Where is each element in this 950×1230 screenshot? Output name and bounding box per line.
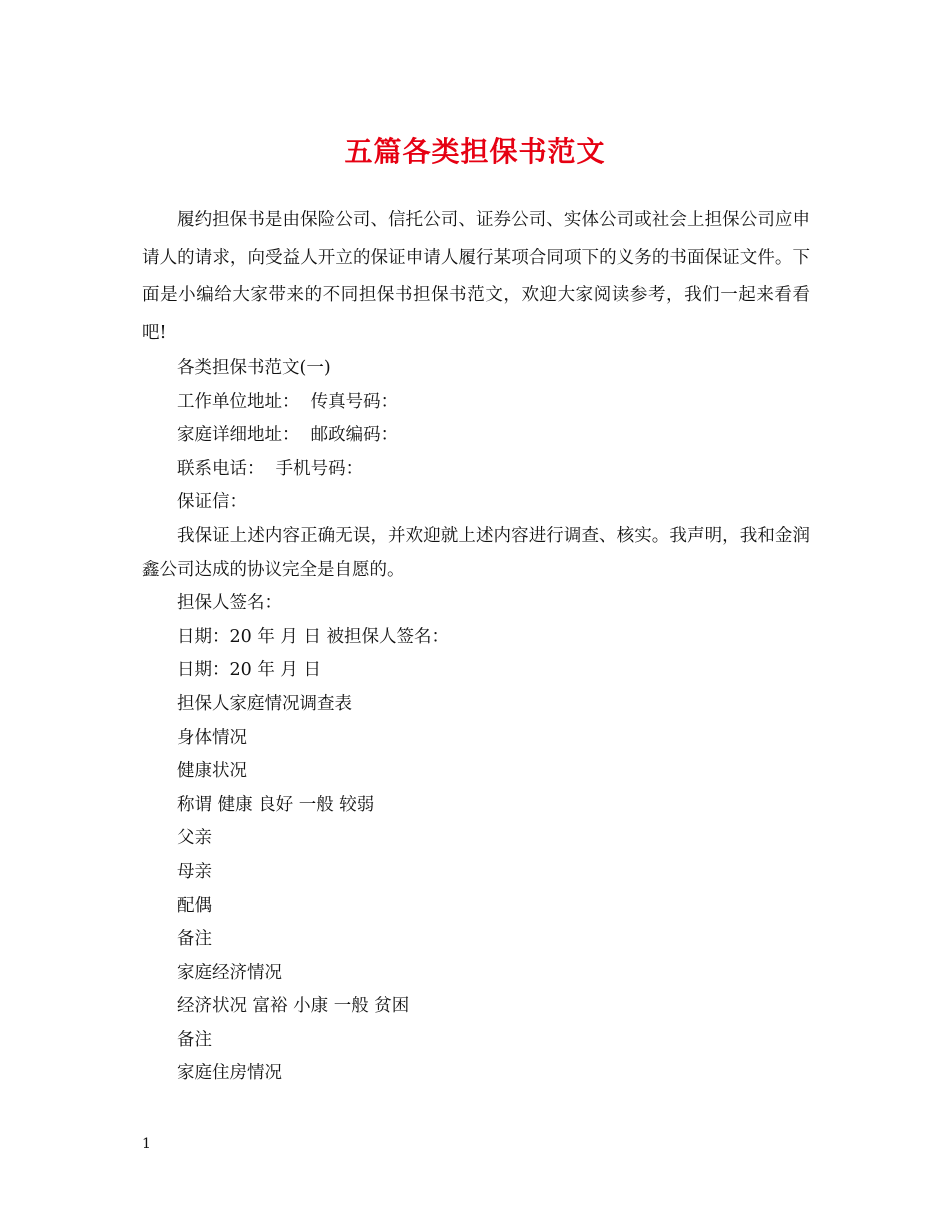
guarantor-signature-line: 担保人签名： bbox=[177, 593, 282, 614]
intro-paragraph: 履约担保书是由保险公司、信托公司、证券公司、实体公司或社会上担保公司应申请人的请求，向受益人开立的保证申请人履行某项合同项下的义务的书面保证文件。下面是小编给大家带来的不同担保书担保书范文，欢迎大家阅读参考，我们一起来看看吧! bbox=[142, 210, 810, 343]
housing-section-label: 家庭住房情况 bbox=[177, 1063, 282, 1084]
mother-row: 母亲 bbox=[177, 861, 212, 882]
date-signature-line: 日期：20 年 月 日 被担保人签名： bbox=[177, 626, 450, 647]
guarantee-letter-label: 保证信： bbox=[177, 492, 247, 513]
page-number: 1 bbox=[142, 1136, 151, 1152]
economic-section-label: 家庭经济情况 bbox=[177, 962, 282, 983]
phone-line: 联系电话： 手机号码： bbox=[177, 458, 364, 479]
home-address-line: 家庭详细地址： 邮政编码： bbox=[177, 425, 399, 446]
father-row: 父亲 bbox=[177, 828, 212, 849]
work-address-line: 工作单位地址： 传真号码： bbox=[177, 391, 399, 412]
document-body bbox=[142, 202, 810, 1091]
section-heading-1: 各类担保书范文(一) bbox=[177, 358, 331, 378]
survey-table-title: 担保人家庭情况调查表 bbox=[177, 693, 352, 714]
date-line: 日期：20 年 月 日 bbox=[177, 660, 321, 681]
guarantee-statement: 我保证上述内容正确无误，并欢迎就上述内容进行调查、核实。我声明，我和金润鑫公司达成的协议完全是自愿的。 bbox=[142, 525, 810, 580]
health-status-label: 健康状况 bbox=[177, 761, 247, 782]
health-section-label: 身体情况 bbox=[177, 727, 247, 748]
health-header-row: 称谓 健康 良好 一般 较弱 bbox=[177, 794, 375, 815]
economic-header-row: 经济状况 富裕 小康 一般 贫困 bbox=[177, 996, 410, 1017]
remarks-row: 备注 bbox=[177, 929, 212, 950]
document-title: 五篇各类担保书范文 bbox=[344, 135, 606, 168]
spouse-row: 配偶 bbox=[177, 895, 212, 916]
remarks-row: 备注 bbox=[177, 1029, 212, 1050]
